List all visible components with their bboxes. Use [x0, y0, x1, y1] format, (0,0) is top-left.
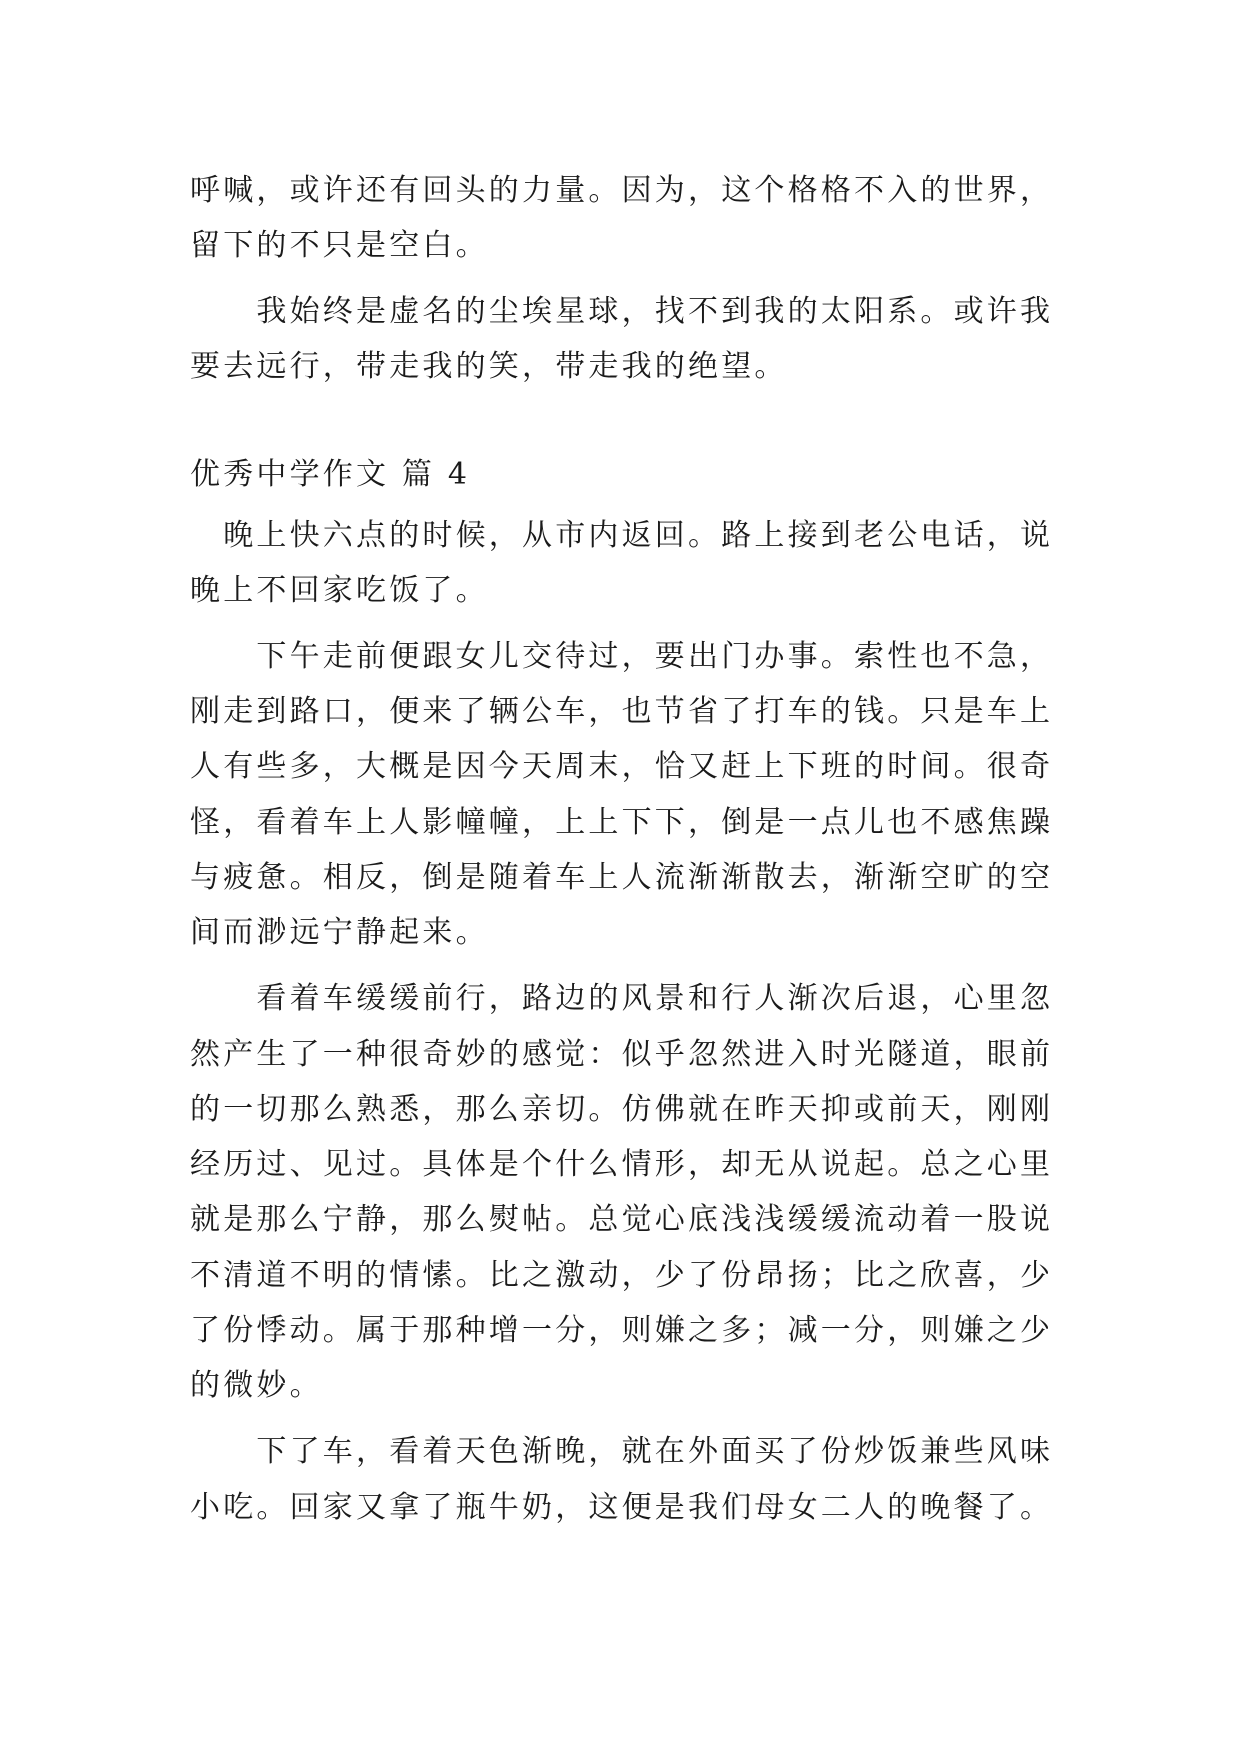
text-line: 的一切那么熟悉，那么亲切。仿佛就在昨天抑或前天，刚刚 — [190, 1092, 1054, 1127]
section-heading: 优秀中学作文 篇 4 — [190, 457, 471, 492]
text-line: 间而渺远宁静起来。 — [190, 915, 489, 950]
text-line: 看着车缓缓前行，路边的风景和行人渐次后退，心里忽 — [190, 981, 1054, 1016]
text-line: 与疲惫。相反，倒是随着车上人流渐渐散去，渐渐空旷的空 — [190, 860, 1054, 895]
text-line: 刚走到路口，便来了辆公车，也节省了打车的钱。只是车上 — [190, 694, 1054, 729]
text-line: 晚上快六点的时候，从市内返回。路上接到老公电话，说 — [190, 518, 1054, 553]
text-line: 要去远行，带走我的笑，带走我的绝望。 — [190, 349, 788, 384]
text-line: 怪，看着车上人影幢幢，上上下下，倒是一点儿也不感焦躁 — [190, 805, 1054, 840]
text-line: 留下的不只是空白。 — [190, 228, 489, 263]
text-line: 的微妙。 — [190, 1368, 323, 1403]
text-line: 下午走前便跟女儿交待过，要出门办事。索性也不急， — [190, 639, 1054, 674]
text-line: 下了车，看着天色渐晚，就在外面买了份炒饭兼些风味 — [190, 1434, 1054, 1469]
text-line: 就是那么宁静，那么熨帖。总觉心底浅浅缓缓流动着一股说 — [190, 1202, 1054, 1237]
text-line: 不清道不明的情愫。比之激动，少了份昂扬；比之欣喜，少 — [190, 1258, 1054, 1293]
text-line: 小吃。回家又拿了瓶牛奶，这便是我们母女二人的晚餐了。 — [190, 1490, 1054, 1525]
text-line: 我始终是虚名的尘埃星球，找不到我的太阳系。或许我 — [190, 294, 1054, 329]
text-line: 经历过、见过。具体是个什么情形，却无从说起。总之心里 — [190, 1147, 1054, 1182]
text-line: 了份悸动。属于那种增一分，则嫌之多；减一分，则嫌之少 — [190, 1313, 1054, 1348]
text-line: 然产生了一种很奇妙的感觉：似乎忽然进入时光隧道，眼前 — [190, 1037, 1054, 1072]
text-line: 人有些多，大概是因今天周末，恰又赶上下班的时间。很奇 — [190, 749, 1054, 784]
text-line: 晚上不回家吃饭了。 — [190, 573, 489, 608]
text-line: 呼喊，或许还有回头的力量。因为，这个格格不入的世界， — [190, 173, 1054, 208]
